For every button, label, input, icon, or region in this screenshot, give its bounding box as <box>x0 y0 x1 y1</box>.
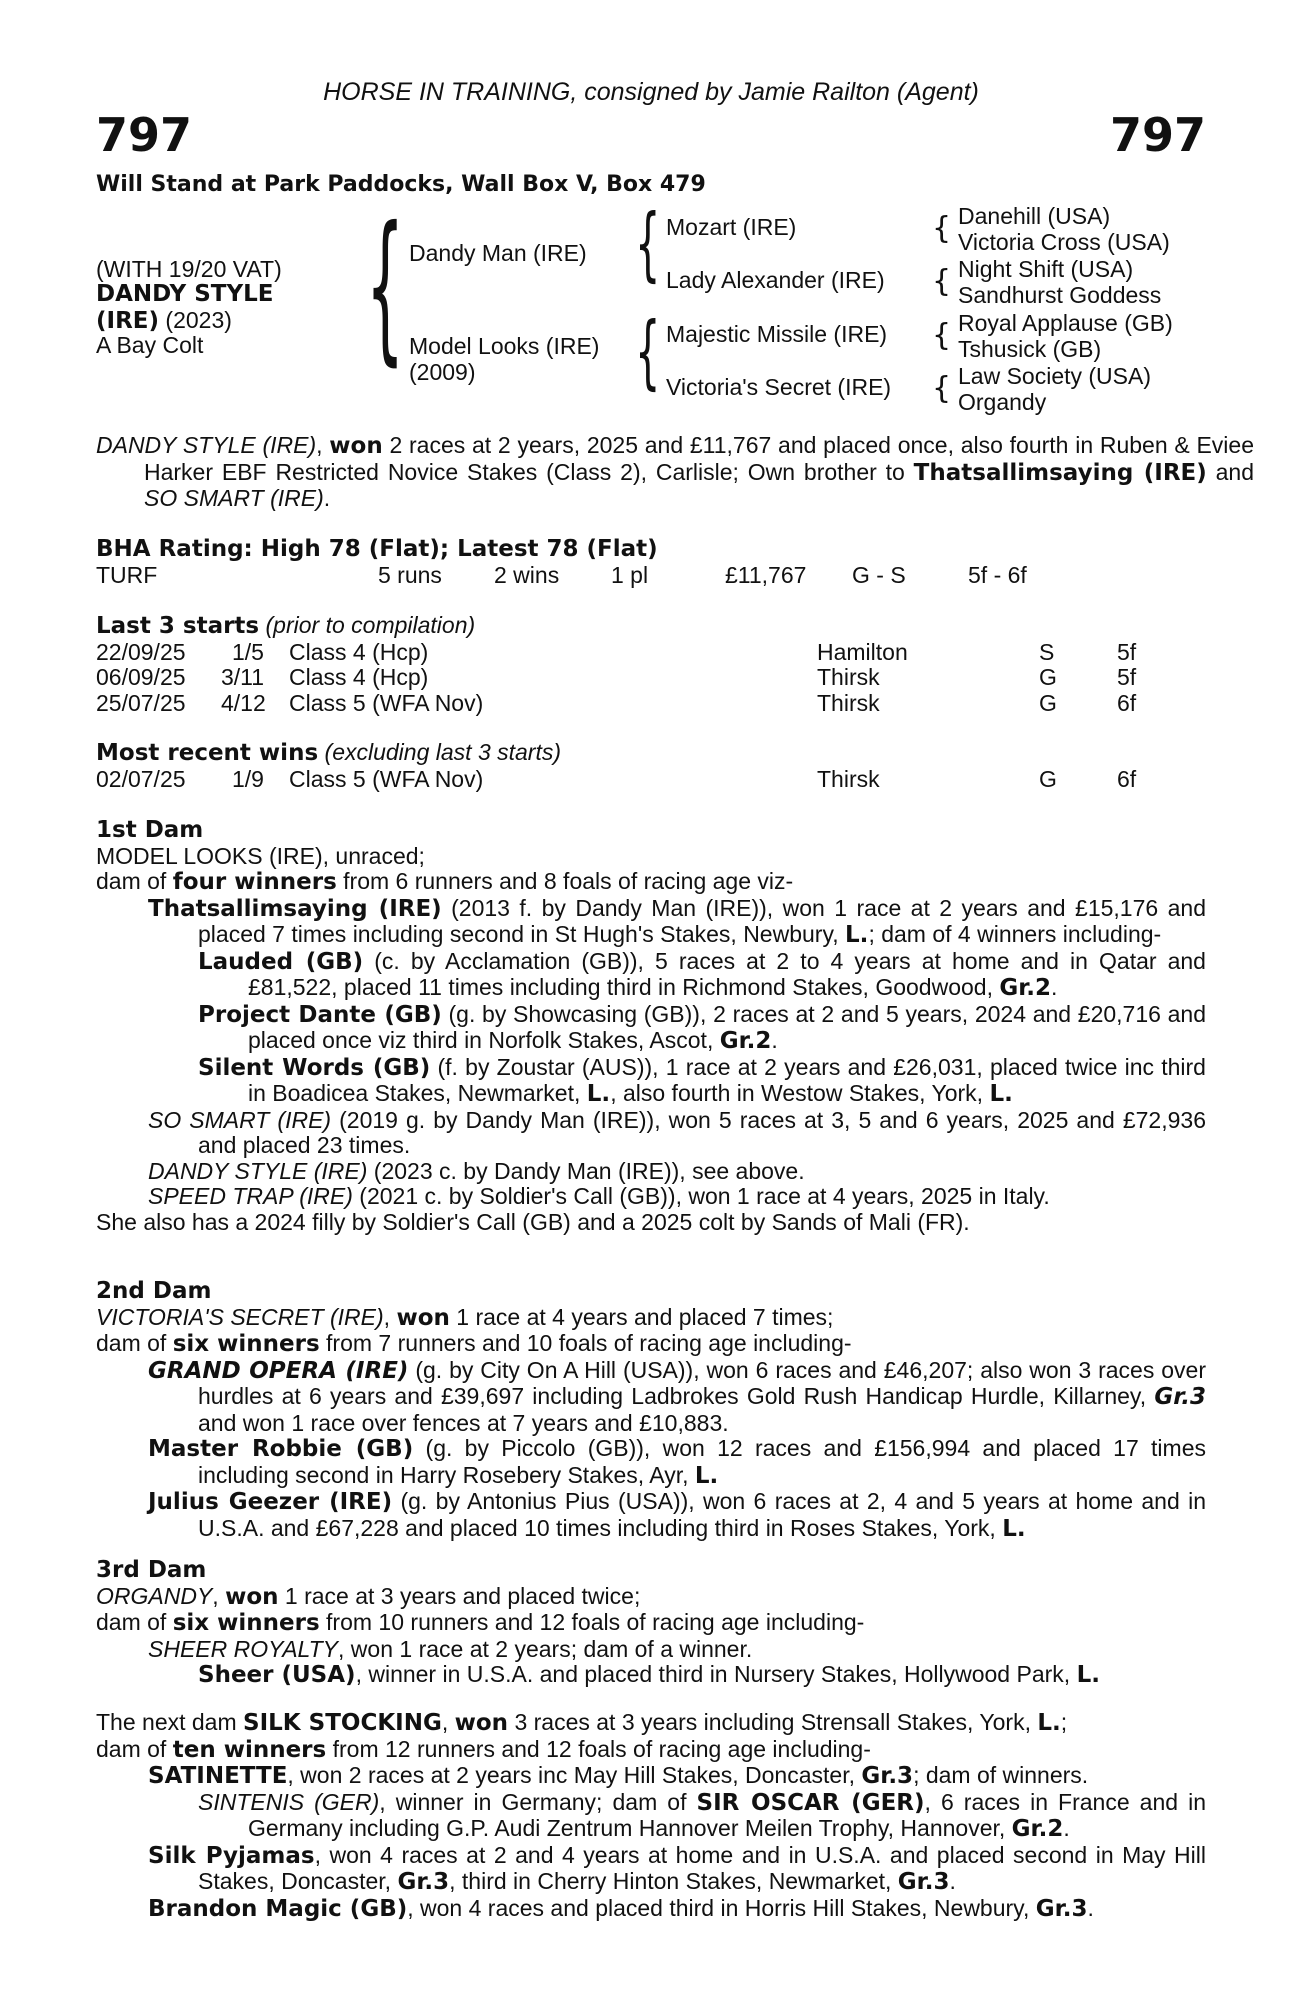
produce-entry: Thatsallimsaying (IRE) (2013 f. by Dandy Man (IRE)), won 1 race at 2 years and £15,176 and placed 7 times including second in St Hugh's Stakes, Newbury, L.; dam of 4 winners including- <box>148 894 1206 948</box>
ped-ggp-6: Tshusick (GB) <box>958 336 1102 362</box>
third-dam-line: ORGANDY, won 1 race at 3 years and placed twice; <box>96 1582 641 1610</box>
bha-rating-block <box>96 537 1206 588</box>
ped-sire-dam: Lady Alexander (IRE) <box>666 267 885 293</box>
first-dam-produce: dam of four winners from 6 runners and 8 foals of racing age viz- <box>96 868 794 895</box>
lot-number-left: 797 <box>96 108 193 162</box>
produce-entry: GRAND OPERA (IRE) (g. by City On A Hill (USA)), won 6 races and £46,207; also won 3 races over hurdles at 6 years and £39,697 including Ladbrokes Gold Rush Handicap Hurdle, Killarney, Gr.3 and won 1 race over fences at 7 years and £10,883. <box>148 1356 1206 1436</box>
produce-entry: DANDY STYLE (IRE) (2023 c. by Dandy Man (IRE)), see above. <box>148 1157 805 1184</box>
ped-dam-sire: Majestic Missile (IRE) <box>666 321 888 347</box>
second-dam-section <box>96 1279 1206 1542</box>
brace-ggp-1: { <box>932 211 952 246</box>
third-dam-heading: 3rd Dam <box>96 1557 207 1583</box>
produce-entry: SINTENIS (GER), winner in Germany; dam of SIR OSCAR (GER), 6 races in France and in Germany including G.P. Audi Zentrum Hannover Meilen Trophy, Hannover, Gr.2. <box>198 1788 1206 1842</box>
ped-dam-dam: Victoria's Secret (IRE) <box>666 374 892 400</box>
first-dam-line: MODEL LOOKS (IRE), unraced; <box>96 842 425 869</box>
start-row: 25/07/25 4/12 Class 5 (WFA Nov) Thirsk G 6f <box>96 689 1137 716</box>
last-starts-block <box>96 613 1206 716</box>
recent-wins-block <box>96 740 1206 792</box>
second-dam-line: VICTORIA'S SECRET (IRE), won 1 race at 4 years and placed 7 times; <box>96 1303 834 1331</box>
produce-entry: Master Robbie (GB) (g. by Piccolo (GB)), won 12 races and £156,994 and placed 17 times including second in Harry Rosebery Stakes, Ayr, L. <box>148 1435 1206 1489</box>
ped-ggp-1: Danehill (USA) <box>958 203 1111 229</box>
brace-ggp-2: { <box>932 264 952 299</box>
brace-ggp-3: { <box>932 318 952 353</box>
produce-entry: SHEER ROYALTY, won 1 race at 2 years; dam of a winner. <box>148 1635 753 1662</box>
ped-ggp-2: Victoria Cross (USA) <box>958 229 1170 255</box>
stand-location: Will Stand at Park Paddocks, Wall Box V, Box 479 <box>96 172 706 197</box>
ped-dam: Model Looks (IRE) <box>409 333 600 359</box>
last-starts-heading: Last 3 starts (prior to compilation) <box>96 612 476 639</box>
third-dam-produce: dam of six winners from 10 runners and 12 foals of racing age including- <box>96 1609 865 1636</box>
ped-ggp-3: Night Shift (USA) <box>958 256 1134 282</box>
pedigree-table <box>96 193 1206 422</box>
second-dam-heading: 2nd Dam <box>96 1278 212 1304</box>
bha-heading: BHA Rating: High 78 (Flat); Latest 78 (Flat) <box>96 536 658 562</box>
produce-entry: Sheer (USA), winner in U.S.A. and placed third in Nursery Stakes, Hollywood Park, L. <box>198 1661 1100 1688</box>
produce-entry: SPEED TRAP (IRE) (2021 c. by Soldier's Call (GB)), won 1 race at 4 years, 2025 in Italy. <box>148 1183 1050 1209</box>
ped-ggp-8: Organdy <box>958 389 1047 415</box>
ped-sire: Dandy Man (IRE) <box>409 240 587 266</box>
produce-entry: Project Dante (GB) (g. by Showcasing (GB)), 2 races at 2 and 5 years, 2024 and £20,716 and placed once viz third in Norfolk Stakes, Ascot, Gr.2. <box>198 1000 1206 1054</box>
start-row: 06/09/25 3/11 Class 4 (Hcp) Thirsk G 5f <box>96 664 1137 690</box>
bha-turf-row: TURF 5 runs 2 wins 1 pl £11,767 G - S 5f - 6f <box>96 561 1027 588</box>
produce-entry: Julius Geezer (IRE) (g. by Antonius Pius (USA)), won 6 races at 2, 4 and 5 years at home and in U.S.A. and £67,228 and placed 10 times including third in Roses Stakes, York, L. <box>148 1488 1207 1542</box>
first-dam-section <box>96 818 1206 1235</box>
third-dam-section <box>96 1558 1206 1689</box>
vat-note: (WITH 19/20 VAT) <box>96 256 282 282</box>
produce-entry: Lauded (GB) (c. by Acclamation (GB)), 5 races at 2 to 4 years at home and in Qatar and £81,522, placed 11 times including third in Richmond Stakes, Goodwood, Gr.2. <box>198 947 1206 1001</box>
race-summary: DANDY STYLE (IRE), won 2 races at 2 years, 2025 and £11,767 and placed once, also fourth in Ruben & Eviee Harker EBF Restricted Novice Stakes (Class 2), Carlisle; Own brother to Thatsallimsaying (IRE) and SO SMART (IRE). <box>96 432 1255 511</box>
consignment-line: HORSE IN TRAINING, consigned by Jamie Railton (Agent) <box>323 78 979 106</box>
brace-sire-dam: { <box>366 193 405 383</box>
ped-ggp-4: Sandhurst Goddess <box>958 282 1162 308</box>
next-dam-line: The next dam SILK STOCKING, won 3 races at 3 years including Strensall Stakes, York, L.; <box>96 1709 1068 1736</box>
next-dam-produce: dam of ten winners from 12 runners and 12 foals of racing age including- <box>96 1735 871 1763</box>
win-row: 02/07/25 1/9 Class 5 (WFA Nov) Thirsk G 6f <box>96 765 1137 792</box>
produce-entry: SATINETTE, won 2 races at 2 years inc May Hill Stakes, Doncaster, Gr.3; dam of winners. <box>148 1762 1089 1789</box>
horse-description: A Bay Colt <box>96 332 204 358</box>
horse-name-line2: (IRE) (2023) <box>96 307 232 334</box>
horse-name: DANDY STYLE <box>96 281 274 307</box>
ped-sire-sire: Mozart (IRE) <box>666 214 797 240</box>
produce-entry: SO SMART (IRE) (2019 g. by Dandy Man (IRE)), won 5 races at 3, 5 and 6 years, 2025 and £72,936 and placed 23 times. <box>148 1106 1206 1158</box>
recent-wins-heading: Most recent wins (excluding last 3 starts) <box>96 739 562 766</box>
lot-number-right: 797 <box>1109 108 1206 162</box>
first-dam-heading: 1st Dam <box>96 817 204 843</box>
next-dam-section <box>96 1710 1206 1922</box>
second-dam-produce: dam of six winners from 7 runners and 10 foals of racing age including- <box>96 1330 852 1357</box>
start-row: 22/09/25 1/5 Class 4 (Hcp) Hamilton S 5f <box>96 638 1137 665</box>
produce-entry: Silk Pyjamas, won 4 races at 2 and 4 years at home and in U.S.A. and placed second in May Hill Stakes, Doncaster, Gr.3, third in Cherry Hinton Stakes, Newmarket, Gr.3. <box>148 1841 1206 1895</box>
first-dam-note: She also has a 2024 filly by Soldier's Call (GB) and a 2025 colt by Sands of Mali (FR). <box>96 1208 970 1235</box>
brace-sire-line: { <box>635 199 661 291</box>
ped-ggp-7: Law Society (USA) <box>958 363 1152 389</box>
brace-ggp-4: { <box>932 371 952 406</box>
brace-dam-line: { <box>635 307 661 399</box>
produce-entry: Brandon Magic (GB), won 4 races and placed third in Horris Hill Stakes, Newbury, Gr.3. <box>148 1894 1094 1922</box>
ped-dam-year: (2009) <box>409 359 476 385</box>
ped-ggp-5: Royal Applause (GB) <box>958 310 1173 336</box>
produce-entry: Silent Words (GB) (f. by Zoustar (AUS)), 1 race at 2 years and £26,031, placed twice inc third in Boadicea Stakes, Newmarket, L., also fourth in Westow Stakes, York, L. <box>198 1053 1206 1107</box>
